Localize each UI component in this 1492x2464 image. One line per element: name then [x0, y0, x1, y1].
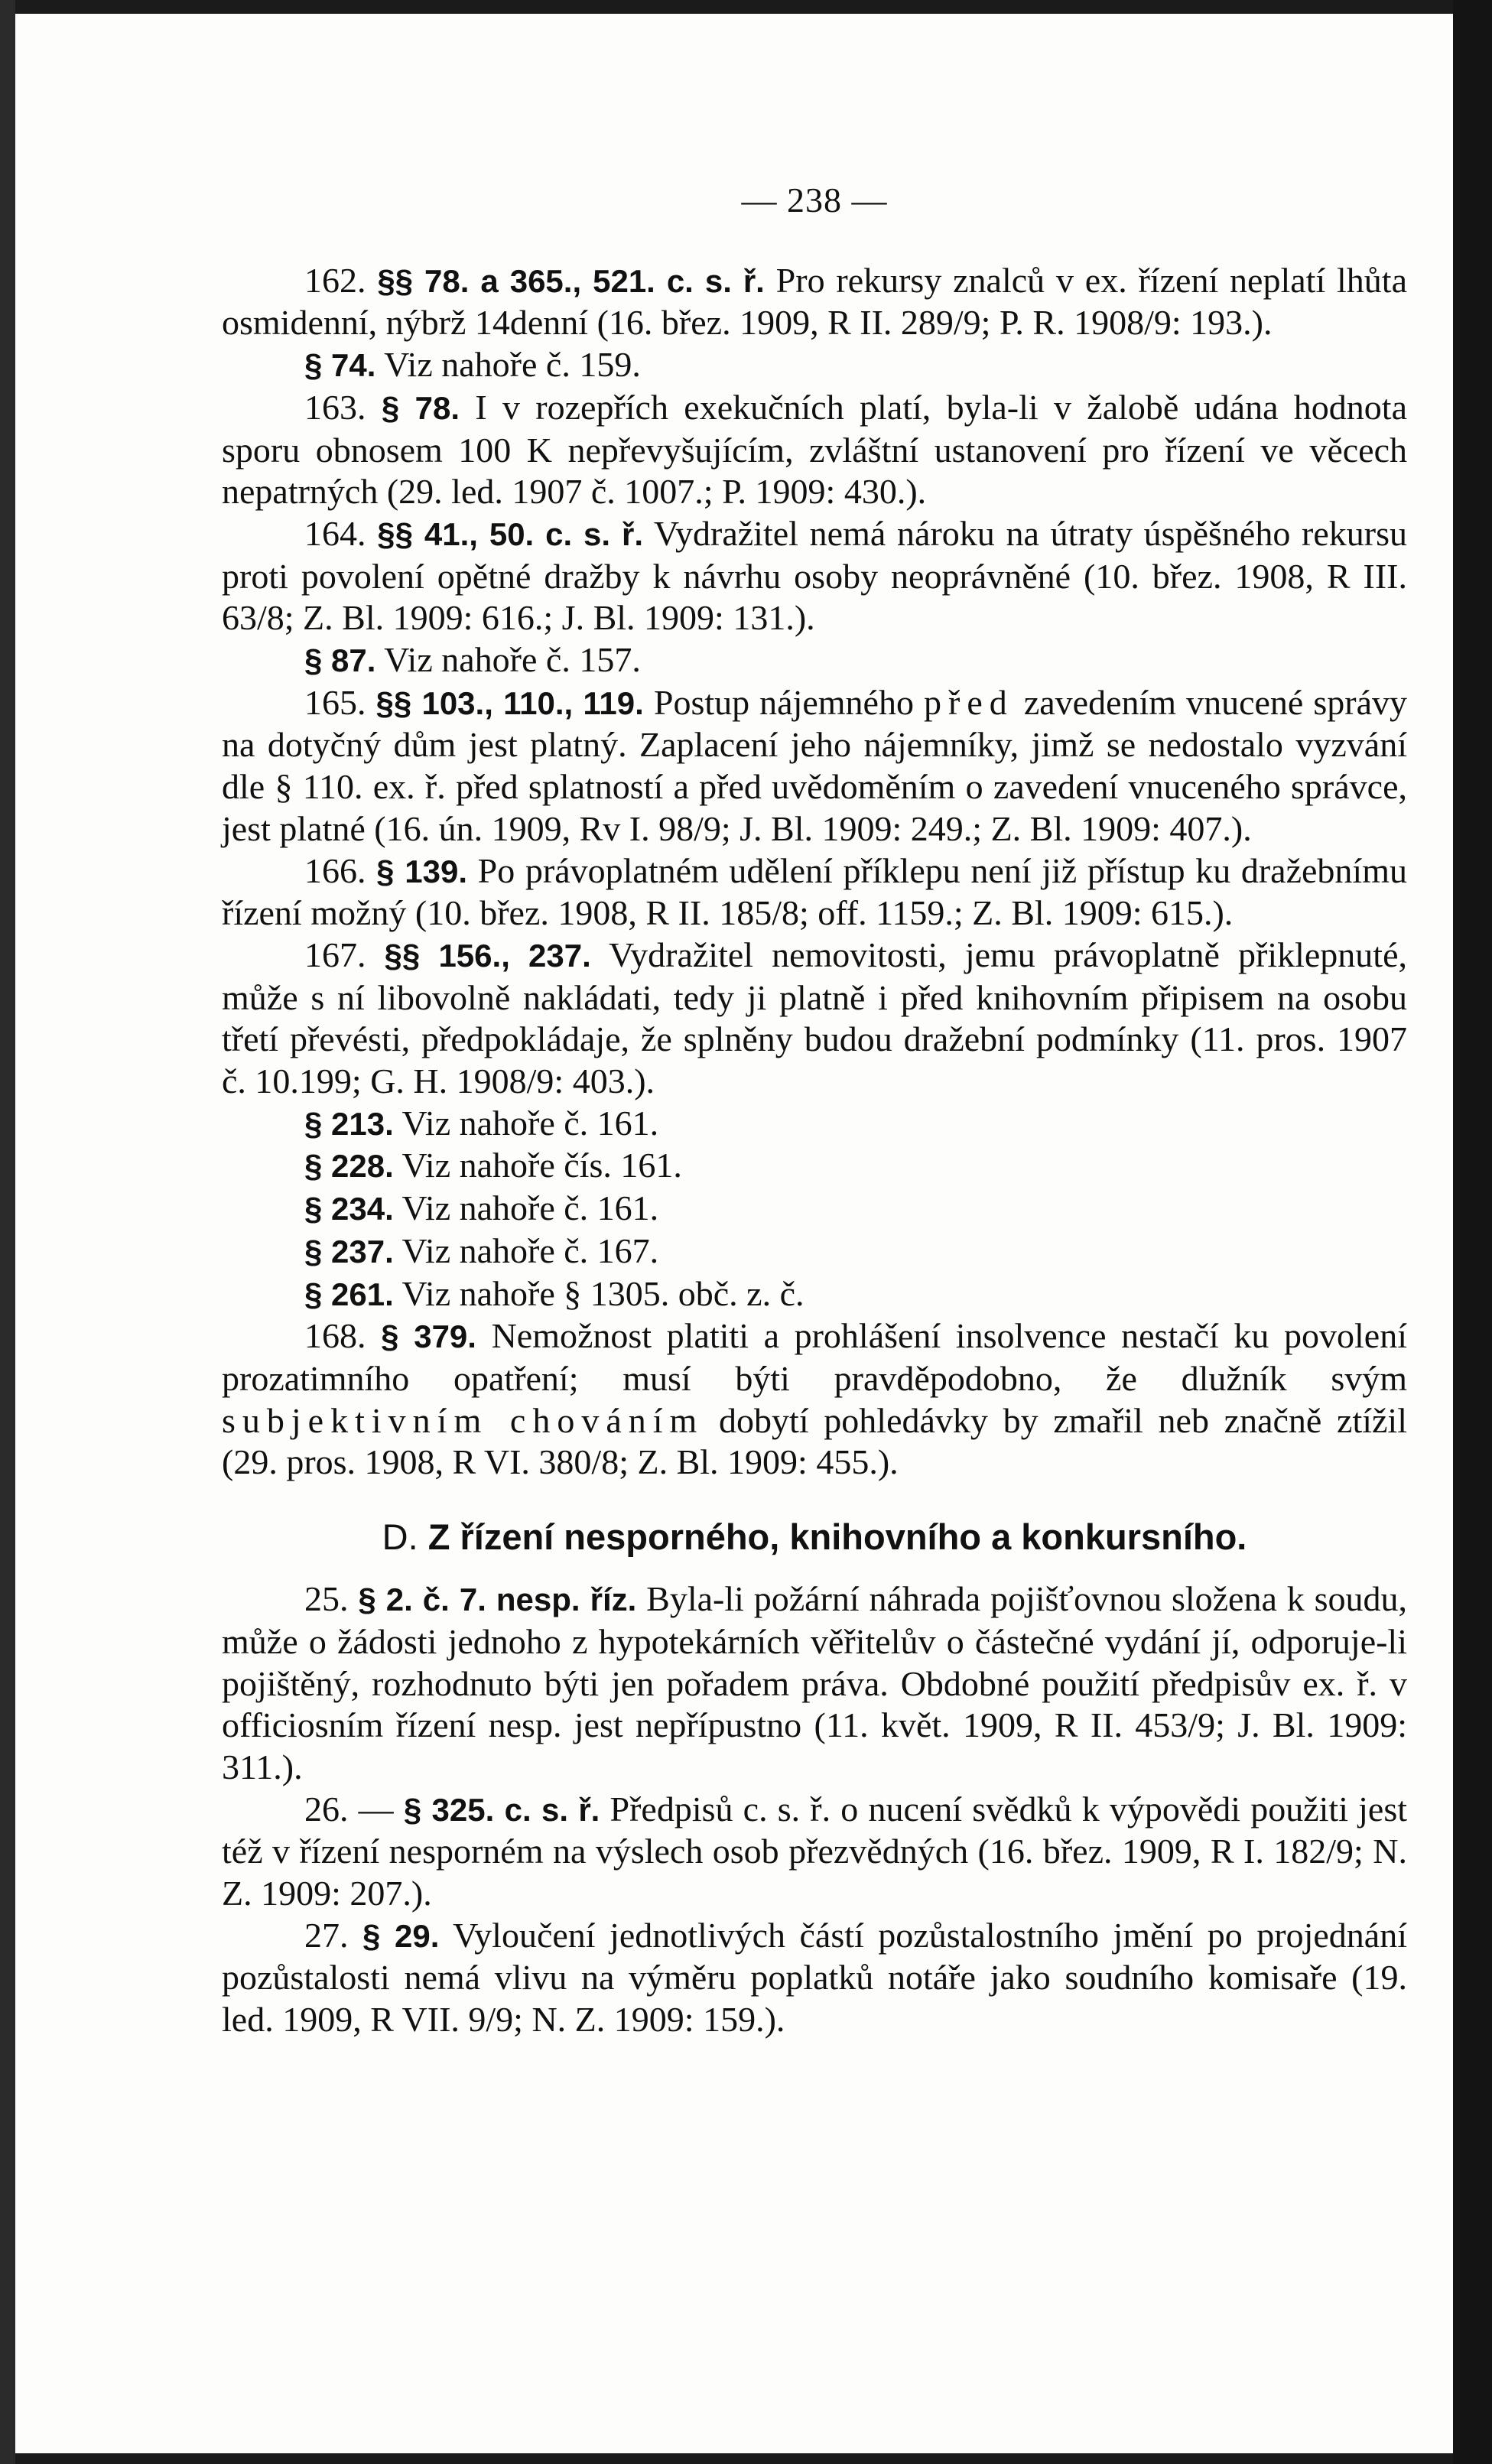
entry-reference: §§ 78. a 365., 521. c. s. ř.	[377, 262, 765, 299]
entry-number: 26. —	[304, 1789, 394, 1828]
entry-reference: § 78.	[381, 389, 460, 426]
entry-reference: § 234.	[304, 1191, 394, 1227]
scan-left-edge	[0, 0, 15, 2464]
entry-number: 25.	[304, 1579, 349, 1619]
entry-paragraph	[222, 1915, 1407, 2041]
entry-number: 167.	[304, 935, 366, 974]
entry-text-continued: dobytí pohledávky by zmařil neb značně ztížil (29. pros. 1908, R VI. 380/8; Z. Bl. 1909: 455.).	[222, 1400, 1407, 1482]
entry-paragraph	[222, 682, 1407, 850]
entry-paragraph	[222, 850, 1407, 935]
entry-text: Viz nahoře č. 167.	[393, 1230, 659, 1270]
entry-number: 27.	[304, 1915, 349, 1955]
entry-text: Po právoplatném udělení příklepu není již přístup ku dražebnímu řízení možný (10. břez. 1908, R II. 185/8; off. 1159.; Z. Bl. 1909: 615.).	[222, 850, 1407, 933]
entry-paragraph	[222, 639, 1407, 682]
entry-paragraph	[222, 1230, 1407, 1273]
entry-reference: § 237.	[304, 1233, 394, 1269]
entry-reference: § 139.	[376, 853, 468, 889]
entry-text: Viz nahoře § 1305. obč. z. č.	[393, 1273, 805, 1313]
entry-paragraph	[222, 1315, 1407, 1484]
entry-reference: § 2. č. 7. nesp. říz.	[358, 1581, 637, 1618]
entry-spaced-text: subjektivním chováním	[222, 1400, 704, 1440]
entry-paragraph	[222, 260, 1407, 344]
entry-number: 162.	[304, 260, 366, 300]
entry-text: I v rozepřích exekučních platí, byla-li v žalobě udána hodnota sporu obnosem 100 K nepřevyšujícím, zvláštní ustanovení pro řízení ve věcech nepatrných (29. led. 1907 č. 1007.; P. 1909: 430.).	[222, 387, 1407, 512]
entry-text: Postup nájemného	[643, 682, 925, 722]
entry-paragraph	[222, 387, 1407, 513]
entry-paragraph	[222, 1789, 1407, 1915]
entry-reference: § 228.	[304, 1148, 394, 1185]
entry-text: Nemožnost platiti a prohlášení insolvence nestačí ku povolení prozatimního opatření; musí býti pravděpodobno, že dlužník svým	[222, 1316, 1407, 1398]
entry-number: 168.	[304, 1316, 366, 1356]
entry-text: Viz nahoře č. 157.	[375, 640, 641, 680]
entry-paragraph	[222, 513, 1407, 639]
entry-reference: § 74.	[304, 347, 376, 384]
entry-text: Viz nahoře č. 161.	[393, 1103, 659, 1143]
entry-paragraph	[222, 1145, 1407, 1188]
entry-spaced-text: před	[924, 682, 1014, 722]
entry-text-continued: zavedením vnucené správy na dotyčný dům jest platný. Zaplacení jeho nájemníky, jimž se nedostalo vyzvání dle § 110. ex. ř. před splatností a před uvědoměním o zavedení vnuceného správce, jest platné (16. ún. 1909, Rv I. 98/9; J. Bl. 1909: 249.; Z. Bl. 1909: 407.).	[222, 682, 1408, 848]
entry-text: Pro rekursy znalců v ex. řízení neplatí lhůta osmidenní, nýbrž 14denní (16. břez. 1909, R II. 289/9; P. R. 1908/9: 193.).	[222, 260, 1408, 343]
entry-reference: §§ 156., 237.	[384, 937, 591, 974]
entry-reference: §§ 41., 50. c. s. ř.	[377, 515, 643, 552]
entry-text: Viz nahoře č. 159.	[375, 345, 641, 385]
entry-reference: § 213.	[304, 1105, 394, 1142]
entry-text: Vydražitel nemá nároku na útraty úspěšného rekursu proti povolení opětné dražby k návrhu osoby neoprávněné (10. břez. 1908, R III. 63/8; Z. Bl. 1909: 616.; J. Bl. 1909: 131.).	[222, 513, 1408, 638]
entry-number: 163.	[304, 387, 366, 427]
entry-number: 164.	[304, 513, 366, 553]
entry-paragraph	[222, 1273, 1407, 1316]
entry-text: Viz nahoře č. 161.	[393, 1188, 659, 1228]
page-content	[222, 180, 1407, 2041]
entry-text: Viz nahoře čís. 161.	[393, 1146, 682, 1185]
section-entry-list	[222, 1578, 1407, 2041]
section-letter: D.	[382, 1516, 418, 1558]
entry-reference: §§ 103., 110., 119.	[375, 684, 644, 721]
entry-text: Vydražitel nemovitosti, jemu právoplatně přiklepnuté, může s ní libovolně nakládati, tedy ji platně i před knihovním připisem na osobu třetí převésti, předpokládaje, že splněny budou dražební podmínky (11. pros. 1907 č. 10.199; G. H. 1908/9: 403.).	[222, 935, 1407, 1101]
section-title: Z řízení nesporného, knihovního a konkursního.	[427, 1516, 1247, 1558]
entry-reference: § 325. c. s. ř.	[403, 1791, 600, 1828]
entry-paragraph	[222, 1103, 1407, 1146]
entry-reference: § 87.	[304, 642, 376, 679]
entry-reference: § 261.	[304, 1276, 394, 1312]
entry-list	[222, 260, 1407, 1484]
entry-text: Byla-li požární náhrada pojišťovnou složena k soudu, může o žádosti jednoho z hypotekárních věřitelův o částečné vydání jí, odporuje-li pojištěný, rozhodnuto býti jen pořadem práva. Obdobné použití předpisův ex. ř. v officiosním řízení nesp. jest nepřípustno (11. květ. 1909, R II. 453/9; J. Bl. 1909: 311.).	[222, 1579, 1407, 1786]
entry-paragraph	[222, 1188, 1407, 1230]
entry-paragraph	[222, 344, 1407, 387]
entry-reference: § 29.	[362, 1917, 440, 1954]
entry-text: Vyloučení jednotlivých částí pozůstalostního jmění po projednání pozůstalosti nemá vlivu na výměru poplatků notáře jako soudního komisaře (19. led. 1909, R VII. 9/9; N. Z. 1909: 159.).	[222, 1915, 1407, 2040]
scan-right-edge	[1453, 0, 1492, 2464]
section-heading	[222, 1514, 1407, 1560]
entry-paragraph	[222, 935, 1407, 1103]
entry-number: 166.	[304, 850, 366, 890]
page-number: — 238 —	[741, 180, 888, 219]
entry-number: 165.	[304, 682, 366, 722]
entry-text: Předpisů c. s. ř. o nucení svědků k výpovědi použiti jest též v řízení nesporném na výslech osob přezvědných (16. břez. 1909, R I. 182/9; N. Z. 1909: 207.).	[222, 1789, 1408, 1913]
entry-paragraph	[222, 1578, 1407, 1789]
entry-reference: § 379.	[381, 1318, 476, 1355]
